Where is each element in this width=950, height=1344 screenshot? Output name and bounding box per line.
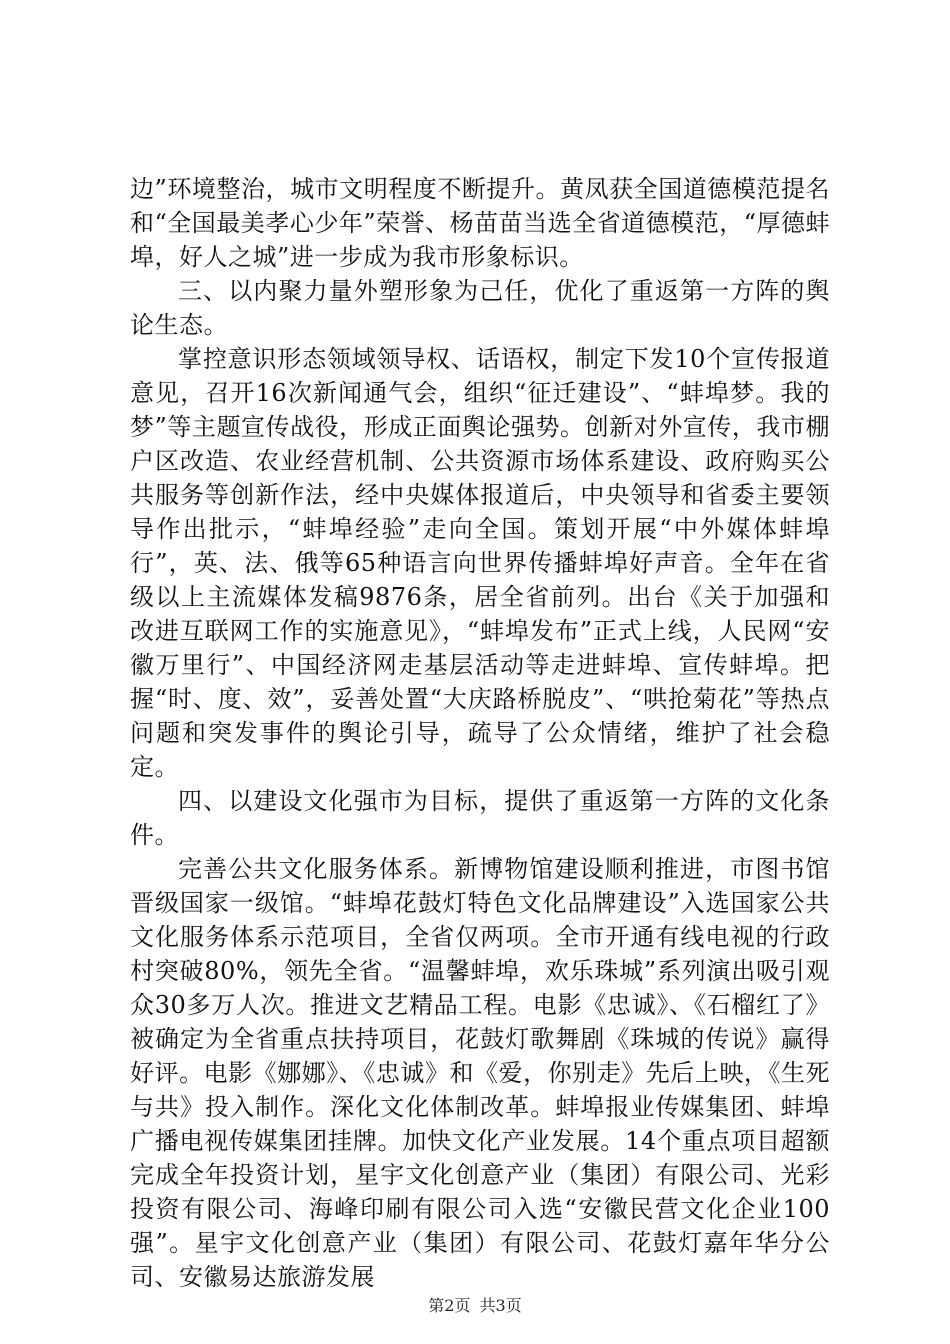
paragraph-1: 边”环境整治，城市文明程度不断提升。黄凤获全国道德模范提名和“全国最美孝心少年”荣誉、杨苗苗当选全省道德模范，“厚德蚌埠，好人之城”进一步成为我市形象标识。	[130, 175, 830, 271]
paragraph-2-heading: 三、以内聚力量外塑形象为己任，优化了重返第一方阵的舆论生态。	[130, 277, 830, 339]
document-body	[130, 172, 830, 1294]
page-total: 共3页	[479, 1296, 522, 1315]
page-number: 第2页	[428, 1296, 471, 1315]
paragraph-4-heading: 四、以建设文化强市为目标，提供了重返第一方阵的文化条件。	[130, 787, 830, 849]
page-footer	[0, 1296, 950, 1316]
paragraph-3: 掌控意识形态领域领导权、话语权，制定下发10个宣传报道意见，召开16次新闻通气会，组织“征迁建设”、“蚌埠梦。我的梦”等主题宣传战役，形成正面舆论强势。创新对外宣传，我市棚户区改造、农业经营机制、公共资源市场体系建设、政府购买公共服务等创新作法，经中央媒体报道后，中央领导和省委主要领导作出批示，“蚌埠经验”走向全国。策划开展“中外媒体蚌埠行”，英、法、俄等65种语言向世界传播蚌埠好声音。全年在省级以上主流媒体发稿9876条，居全省前列。出台《关于加强和改进互联网工作的实施意见》，“蚌埠发布”正式上线，人民网“安徽万里行”、中国经济网走基层活动等走进蚌埠、宣传蚌埠。把握“时、度、效”，妥善处置“大庆路桥脱皮”、“哄抢菊花”等热点问题和突发事件的舆论引导，疏导了公众情绪，维护了社会稳定。	[130, 345, 830, 781]
paragraph-5: 完善公共文化服务体系。新博物馆建设顺利推进，市图书馆晋级国家一级馆。“蚌埠花鼓灯特色文化品牌建设”入选国家公共文化服务体系示范项目，全省仅两项。全市开通有线电视的行政村突破80%，领先全省。“温馨蚌埠，欢乐珠城”系列演出吸引观众30多万人次。推进文艺精品工程。电影《忠诚》、《石榴红了》被确定为全省重点扶持项目，花鼓灯歌舞剧《珠城的传说》赢得好评。电影《娜娜》、《忠诚》和《爱，你别走》先后上映，《生死与共》投入制作。深化文化体制改革。蚌埠报业传媒集团、蚌埠广播电视传媒集团挂牌。加快文化产业发展。14个重点项目超额完成全年投资计划，星宇文化创意产业（集团）有限公司、光彩投资有限公司、海峰印刷有限公司入选“安徽民营文化企业100强”。星宇文化创意产业（集团）有限公司、花鼓灯嘉年华分公司、安徽易达旅游发展	[130, 855, 830, 1291]
